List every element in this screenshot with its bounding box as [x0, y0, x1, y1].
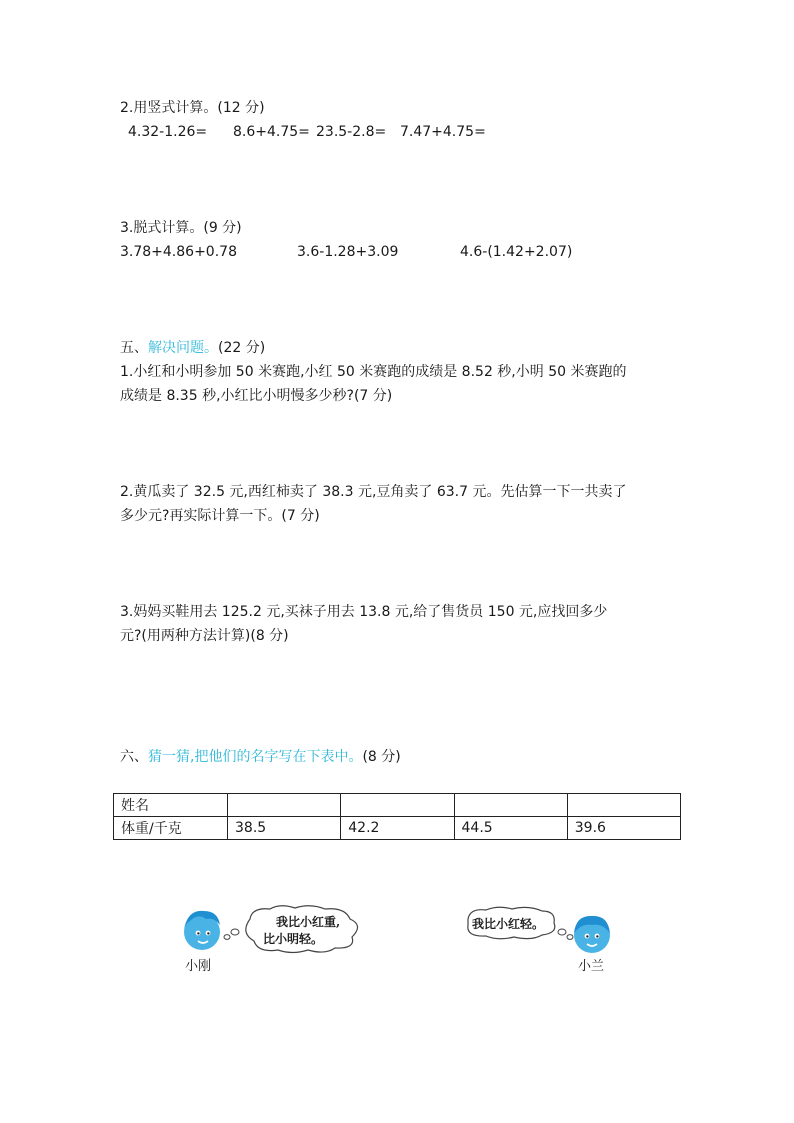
- girl-face-icon: [574, 916, 610, 953]
- boy-face-icon: [184, 911, 220, 950]
- section5-prefix: 五、: [120, 340, 148, 356]
- s5-q1-line2: 成绩是 8.35 秒,小红比小明慢多少秒?(7 分): [120, 388, 393, 404]
- q3-item-2: 3.6-1.28+3.09: [297, 244, 399, 260]
- q2-item-2: 8.6+4.75=: [233, 124, 310, 140]
- q2-title: 2.用竖式计算。(12 分): [120, 100, 265, 116]
- s5-q1-line1: 1.小红和小明参加 50 米赛跑,小红 50 米赛跑的成绩是 8.52 秒,小明 50 米赛跑的: [120, 364, 627, 380]
- row-label-weight: 体重/千克: [114, 817, 228, 840]
- section6-prefix: 六、: [120, 749, 148, 765]
- q2-item-1: 4.32-1.26=: [128, 124, 208, 140]
- weight-cell-3: 44.5: [454, 817, 567, 840]
- s5-q2-line1: 2.黄瓜卖了 32.5 元,西红柿卖了 38.3 元,豆角卖了 63.7 元。先估算一下一共卖了: [120, 484, 627, 500]
- q2-item-3: 23.5-2.8=: [316, 124, 387, 140]
- weight-cell-4: 39.6: [567, 817, 680, 840]
- name-answer-cell-2[interactable]: [341, 794, 454, 817]
- section5-title: 解决问题。: [148, 340, 218, 356]
- section6-title: 猜一猜,把他们的名字写在下表中。: [148, 749, 363, 765]
- table-row: [114, 817, 681, 840]
- row-label-name: 姓名: [114, 794, 228, 817]
- section6-score: (8 分): [362, 749, 401, 765]
- xiaogang-speech-line2: 比小明轻。: [263, 932, 324, 946]
- kid-name-xiaolan: 小兰: [578, 959, 605, 974]
- weight-cell-1: 38.5: [228, 817, 341, 840]
- name-answer-cell-1[interactable]: [228, 794, 341, 817]
- q3-item-3: 4.6-(1.42+2.07): [460, 244, 573, 260]
- q2-item-4: 7.47+4.75=: [400, 124, 486, 140]
- section5-heading: [120, 338, 265, 358]
- name-answer-cell-3[interactable]: [454, 794, 567, 817]
- name-answer-cell-4[interactable]: [567, 794, 680, 817]
- kid-name-xiaogang: 小刚: [185, 959, 212, 974]
- s5-q3-line2: 元?(用两种方法计算)(8 分): [120, 628, 289, 644]
- table-row: [114, 794, 681, 817]
- q3-item-1: 3.78+4.86+0.78: [120, 244, 237, 260]
- section6-heading: [120, 747, 401, 767]
- name-weight-table: [113, 793, 681, 840]
- section5-score: (22 分): [218, 340, 266, 356]
- weight-cell-2: 42.2: [341, 817, 454, 840]
- xiaolan-speech-line1: 我比小红轻。: [472, 917, 545, 931]
- s5-q3-line1: 3.妈妈买鞋用去 125.2 元,买袜子用去 13.8 元,给了售货员 150 元,应找回多少: [120, 604, 608, 620]
- q3-title: 3.脱式计算。(9 分): [120, 220, 242, 236]
- xiaogang-speech-line1: 我比小红重,: [276, 915, 341, 929]
- s5-q2-line2: 多少元?再实际计算一下。(7 分): [120, 508, 320, 524]
